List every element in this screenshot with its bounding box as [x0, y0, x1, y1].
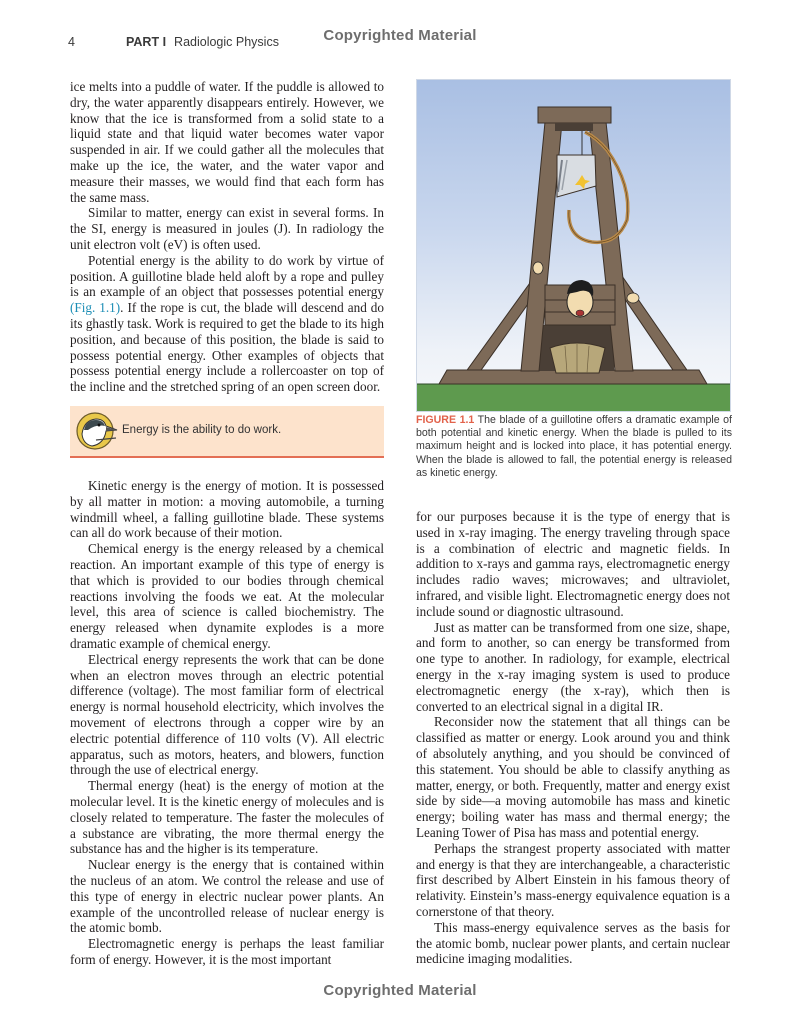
running-head: [68, 35, 279, 49]
paragraph-interchangeable: [416, 841, 730, 920]
left-column-top: [70, 79, 384, 395]
text: (heat) is the energy of motion at the molecular level. It is the kinetic energy of molecules and is closely related to temperature. The faster the molecules of a substance are vibrating, the more thermal energy the substance has and the higher is its temperature.: [70, 778, 385, 857]
paragraph-electrical-energy: [70, 652, 384, 778]
watermark-top: Copyrighted Material: [323, 27, 477, 44]
text: represents the work that can be done when an electron moves through an electric potential difference (voltage). The most familiar form of electrical energy is normal household electricity, which involves the movement of electrons through a copper wire by an electric potential difference of 110 volts (V). All electric apparatus, such as motors, heaters, and blowers, function through the use of electrical energy.: [70, 651, 384, 778]
callout-text: Energy is the ability to do work.: [122, 424, 282, 436]
term-kinetic-energy: Kinetic energy: [88, 478, 167, 493]
text: equation is a cornerstone of that theory.: [416, 888, 730, 919]
paragraph-chemical-energy: [70, 541, 384, 652]
figure-guillotine-illustration: [416, 79, 731, 412]
watermark-bottom: Copyrighted Material: [323, 982, 477, 999]
term-electromagnetic-energy: Electromagnetic energy: [88, 936, 218, 952]
paragraph-ice: ice melts into a puddle of water. If the puddle is allowed to dry, the water apparently disappears entirely. However, we know that the ice is transformed from a solid state to a liquid state and that liquid water becomes water vapor suspended in air. If we could gather all the molecules that make up the ice, the water, and the water vapor and measure their masses, we would find that each form has the same mass.: [70, 79, 384, 205]
figure-reference-link[interactable]: (Fig. 1.1): [70, 300, 121, 316]
paragraph-energy-transform: Just as matter can be transformed from one size, shape, and form to another, so can energy be transformed from one type to another. In radiology, for example, electrical energy in the x-ray imaging system is used to produce electromagnetic energy (the x-ray), which then is converted to an electrical signal in a digital IR.: [416, 619, 730, 714]
term-chemical-energy: Chemical energy: [88, 541, 180, 557]
paragraph-kinetic-energy: [70, 478, 384, 541]
text: Perhaps the strangest property associated with matter and energy is that they are interchangeable, a characteristic first described by Albert Einstein in his famous theory of relativity. Einstein’s: [416, 840, 730, 904]
left-column-bottom: [70, 478, 384, 968]
term-potential-energy: Potential energy: [88, 252, 176, 268]
figure-caption: [416, 414, 732, 480]
part-title: Radiologic Physics: [174, 35, 279, 49]
caption-text: The blade of a guillotine offers a dramatic example of both potential and kinetic energy. When the blade is pulled to its maximum height and is locked into place, it has potential energy. When the blade is allowed to fall, the potential energy is released as kinetic energy.: [416, 414, 732, 479]
term-nuclear-energy: Nuclear energy: [88, 857, 171, 873]
text: . The energy released when dynamite explodes is a more dramatic example of chemical energy.: [70, 604, 385, 651]
paragraph-thermal-energy: [70, 778, 384, 857]
key-point-callout: [70, 406, 384, 458]
paragraph-potential-energy: [70, 253, 384, 395]
bird-icon: [76, 410, 118, 452]
part-label: PART I: [126, 35, 167, 49]
figure-label: FIGURE 1.1: [416, 414, 475, 426]
paragraph-matter-or-energy: Reconsider now the statement that all things can be classified as matter or energy. Look around you and think of absolutely anything, and you should be convinced of this statement. You should be able to classify anything as matter, energy, or both. Frequently, matter and energy exist side by side—a moving automobile has mass and kinetic energy; boiling water has mass and thermal energy; the Leaning Tower of Pisa has mass and potential energy.: [416, 714, 730, 840]
term-biochemistry: biochemistry: [284, 604, 353, 620]
right-column: [416, 509, 730, 967]
term-electrical-energy: Electrical energy: [88, 651, 179, 667]
paragraph-mass-energy-basis: This mass-energy equivalence serves as the basis for the atomic bomb, nuclear power plants, and certain nuclear medicine imaging modalities.: [416, 919, 730, 967]
paragraph-em-continued: for our purposes because it is the type of energy that is used in x-ray imaging. The energy traveling through space is a combination of electric and magnetic fields. In addition to x-rays and gamma rays, electromagnetic energy includes radio waves; microwaves; and ultraviolet, infrared, and visible light. Electromagnetic energy does not include sound or diagnostic ultrasound.: [416, 509, 730, 619]
page-number: 4: [68, 35, 75, 49]
paragraph-nuclear-energy: [70, 857, 384, 936]
paragraph-electromagnetic-energy: [70, 936, 384, 968]
guillotine-illustration: [417, 80, 730, 411]
paragraph-energy-forms: Similar to matter, energy can exist in several forms. In the SI, energy is measured in joules (J). In radiology the unit electron volt (eV) is often used.: [70, 205, 384, 252]
text: is the energy released by a chemical reaction. An important example of this type of energy is that which is provided to our bodies through chemical reactions involving the foods we eat. At the molecular level, this area of science is called: [70, 541, 384, 620]
term-thermal-energy: Thermal energy: [88, 778, 174, 794]
text: is the energy that is contained within the nucleus of an atom. We control the release and use of this type of energy in electric nuclear power plants. An example of the uncontrolled release of nuclear energy is the atomic bomb.: [70, 857, 385, 936]
text: . If the rope is cut, the blade will descend and do its ghastly task. Work is required to get the blade to its high position, and because of this position, the blade is said to possess potential energy. Other examples of objects that possess potential energy include a rollercoaster on top of the incline and the stretched spring of an open screen door.: [70, 300, 384, 395]
text: is perhaps the least familiar form of energy. However, it is the most important: [70, 936, 384, 967]
text: is the ability to do work by virtue of position. A guillotine blade held aloft by a rope and pulley is an example of an object that possesses potential energy: [70, 252, 384, 300]
text: is the energy of motion. It is possessed by all matter in motion: a moving automobile, a turning windmill wheel, a falling guillotine blade. These systems can all do work because of their motion.: [70, 478, 384, 541]
term-mass-energy-equivalence: mass-energy equivalence: [525, 888, 659, 904]
